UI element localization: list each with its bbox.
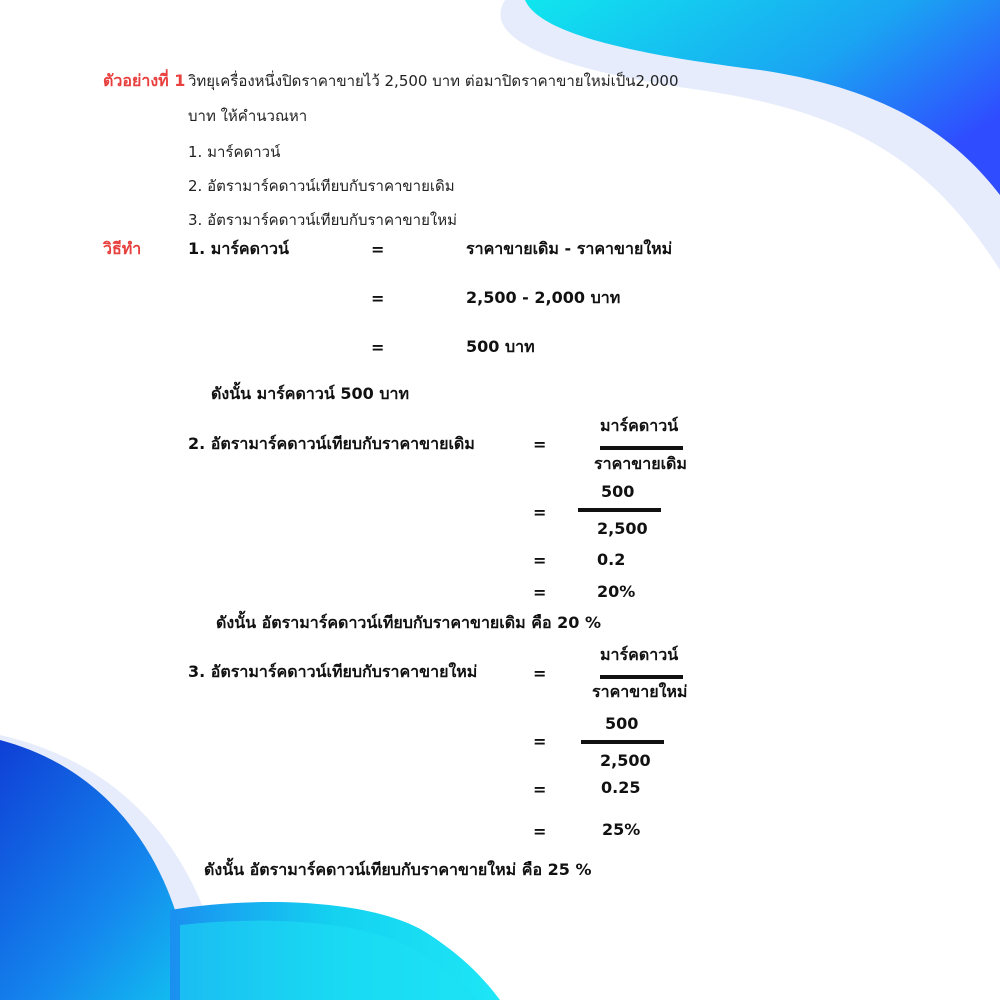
part1-formula: ราคาขายเดิม - ราคาขายใหม่: [466, 239, 673, 258]
problem-item-1: 1. มาร์คดาวน์: [188, 143, 281, 161]
part2-frac2-denominator: 2,500: [597, 519, 648, 538]
part2-fraction-bar-1: [600, 446, 683, 450]
problem-line-2: บาท ให้คำนวณหา: [188, 107, 308, 125]
part1-substitution: 2,500 - 2,000 บาท: [466, 288, 621, 307]
part3-equals-1: =: [533, 664, 547, 683]
example-label: ตัวอย่างที่ 1: [103, 71, 186, 90]
part2-equals-3: =: [533, 551, 547, 570]
part2-percent: 20%: [597, 582, 636, 601]
problem-item-2: 2. อัตรามาร์คดาวน์เทียบกับราคาขายเดิม: [188, 177, 455, 195]
part3-frac1-numerator: มาร์คดาวน์: [600, 645, 679, 664]
part3-fraction-bar-1: [600, 675, 683, 679]
part1-equals-3: =: [371, 338, 385, 357]
part2-frac1-numerator: มาร์คดาวน์: [600, 416, 679, 435]
part3-heading: 3. อัตรามาร์คดาวน์เทียบกับราคาขายใหม่: [188, 662, 478, 681]
part2-equals-2: =: [533, 503, 547, 522]
part3-frac1-denominator: ราคาขายใหม่: [592, 682, 688, 701]
part3-equals-2: =: [533, 732, 547, 751]
part1-result: 500 บาท: [466, 337, 535, 356]
part1-conclusion: ดังนั้น มาร์คดาวน์ 500 บาท: [211, 384, 409, 403]
part3-frac2-numerator: 500: [605, 714, 639, 733]
solution-label: วิธีทำ: [103, 239, 142, 258]
part1-equals-1: =: [371, 240, 385, 259]
part1-heading: 1. มาร์คดาวน์: [188, 239, 289, 258]
part2-equals-1: =: [533, 435, 547, 454]
part1-equals-2: =: [371, 289, 385, 308]
part3-equals-4: =: [533, 822, 547, 841]
part3-fraction-bar-2: [581, 740, 664, 744]
problem-item-3: 3. อัตรามาร์คดาวน์เทียบกับราคาขายใหม่: [188, 211, 457, 229]
part3-decimal: 0.25: [601, 778, 641, 797]
part2-frac1-denominator: ราคาขายเดิม: [594, 454, 687, 473]
part2-frac2-numerator: 500: [601, 482, 635, 501]
part2-equals-4: =: [533, 583, 547, 602]
part2-conclusion: ดังนั้น อัตรามาร์คดาวน์เทียบกับราคาขายเดิม คือ 20 %: [216, 613, 602, 632]
problem-line-1: วิทยุเครื่องหนึ่งปิดราคาขายไว้ 2,500 บาท ต่อมาปิดราคาขายใหม่เป็น2,000: [188, 72, 679, 90]
part2-fraction-bar-2: [578, 508, 661, 512]
part3-percent: 25%: [602, 820, 641, 839]
part2-decimal: 0.2: [597, 550, 626, 569]
part3-frac2-denominator: 2,500: [600, 751, 651, 770]
part3-conclusion: ดังนั้น อัตรามาร์คดาวน์เทียบกับราคาขายใหม่ คือ 25 %: [204, 860, 592, 879]
part3-equals-3: =: [533, 780, 547, 799]
part2-heading: 2. อัตรามาร์คดาวน์เทียบกับราคาขายเดิม: [188, 434, 475, 453]
